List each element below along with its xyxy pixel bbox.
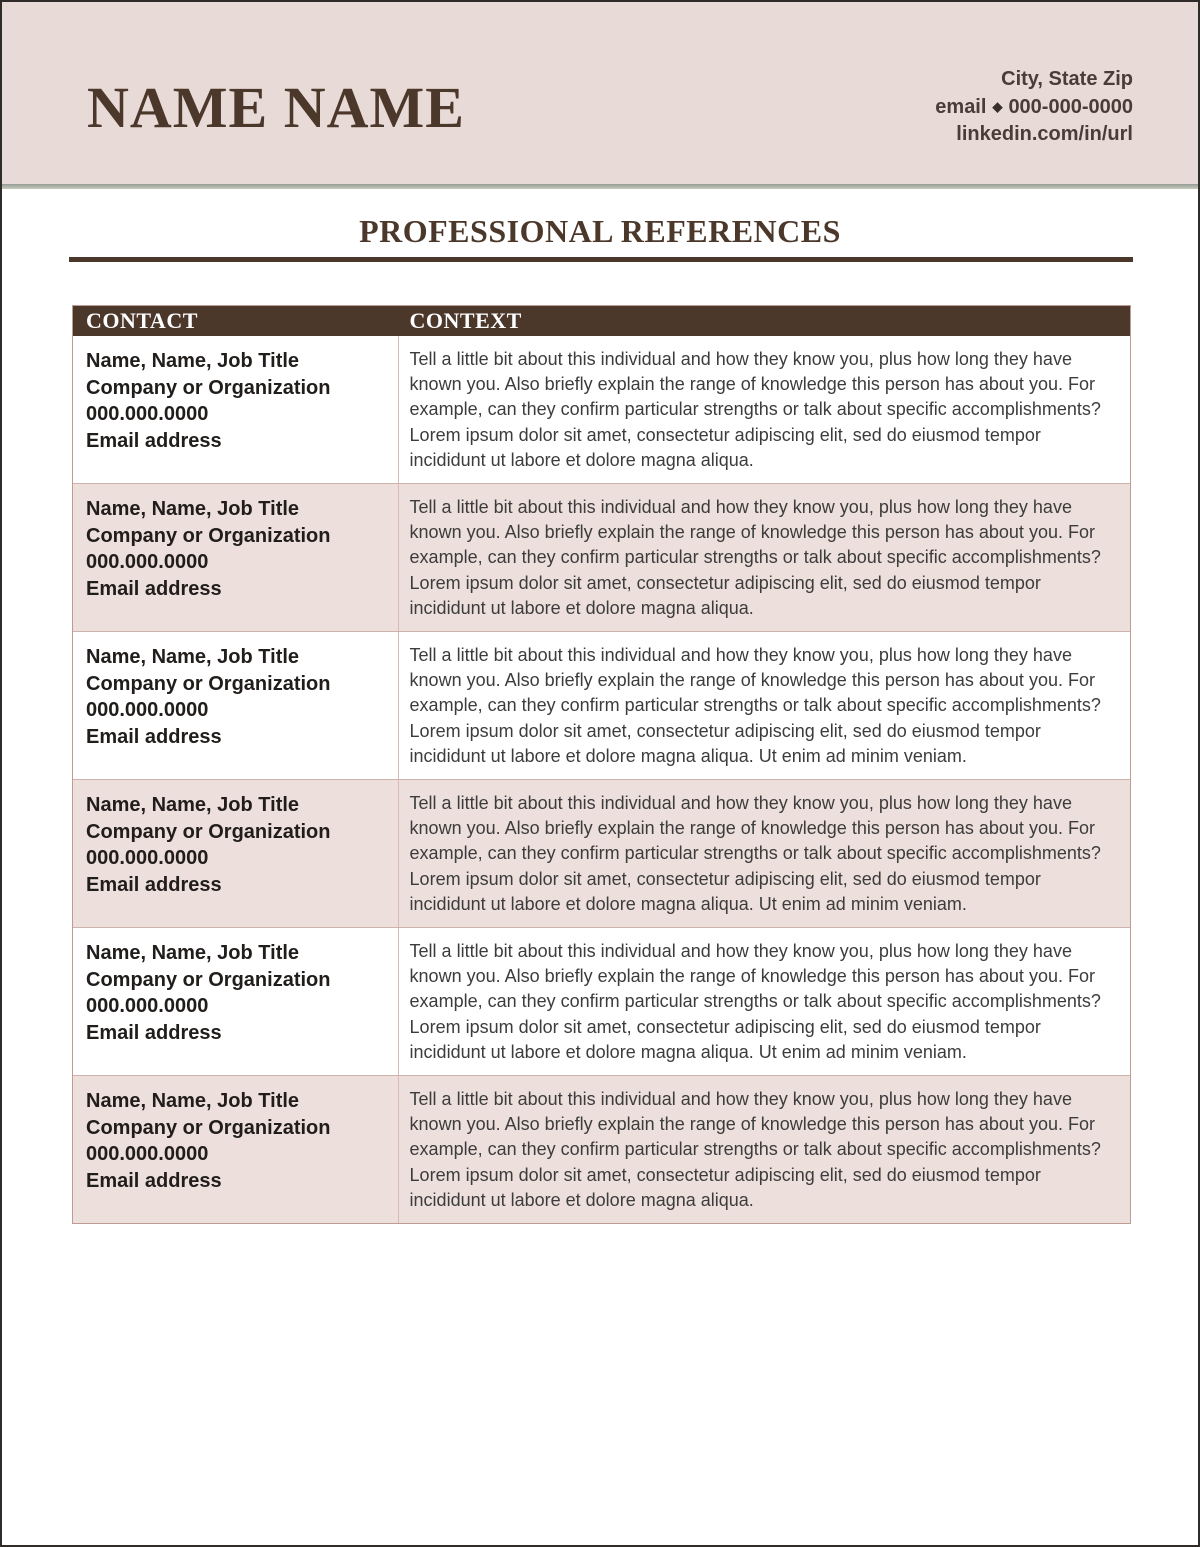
diamond-icon: ◆ — [992, 99, 1003, 114]
contact-name-line: Name, Name, Job Title — [86, 794, 300, 817]
header-cell-context: CONTEXT — [409, 308, 522, 333]
contact-phone-line: 000.000.0000 — [86, 847, 209, 870]
contact-email-phone — [935, 93, 1133, 121]
context-text: Tell a little bit about this individual and how they know you, plus how long they have known you. Also briefly explain the range of knowledge this person has about you. For example, can they confirm particular strengths or talk about specific accomplishments? Lorem ipsum dolor sit amet, consectetur adipiscing elit, sed do eiusmod tempor incididunt ut labore et dolore magna aliqua. Ut enim ad minim veniam. — [409, 941, 1101, 1062]
contact-info — [935, 66, 1133, 148]
contact-phone-line: 000.000.0000 — [86, 699, 209, 722]
contact-company-line: Company or Organization — [86, 524, 331, 547]
contact-email-line: Email address — [86, 429, 222, 452]
contact-company-line: Company or Organization — [86, 672, 331, 695]
contact-cell — [73, 780, 399, 927]
contact-email-line: Email address — [86, 725, 222, 748]
contact-cell — [73, 632, 399, 779]
contact-cell — [73, 336, 399, 483]
contact-company-line: Company or Organization — [86, 1116, 331, 1139]
contact-email-line: Email address — [86, 873, 222, 896]
table-header-row — [73, 306, 1130, 336]
reference-row — [73, 1075, 1130, 1223]
context-text: Tell a little bit about this individual and how they know you, plus how long they have known you. Also briefly explain the range of knowledge this person has about you. For example, can they confirm particular strengths or talk about specific accomplishments? Lorem ipsum dolor sit amet, consectetur adipiscing elit, sed do eiusmod tempor incididunt ut labore et dolore magna aliqua. — [409, 1089, 1101, 1210]
contact-cell — [73, 928, 399, 1075]
contact-phone-line: 000.000.0000 — [86, 1143, 209, 1166]
context-text: Tell a little bit about this individual and how they know you, plus how long they have known you. Also briefly explain the range of knowledge this person has about you. For example, can they confirm particular strengths or talk about specific accomplishments? Lorem ipsum dolor sit amet, consectetur adipiscing elit, sed do eiusmod tempor incididunt ut labore et dolore magna aliqua. — [409, 497, 1101, 618]
contact-linkedin: linkedin.com/in/url — [956, 123, 1133, 145]
contact-location: City, State Zip — [1001, 68, 1133, 90]
contact-cell — [73, 484, 399, 631]
header-band — [2, 2, 1198, 184]
contact-name-line: Name, Name, Job Title — [86, 1090, 300, 1113]
contact-email-line: Email address — [86, 577, 222, 600]
contact-email-line: Email address — [86, 1021, 222, 1044]
context-cell — [399, 780, 1130, 927]
person-name: NAME NAME — [87, 74, 465, 140]
context-text: Tell a little bit about this individual and how they know you, plus how long they have known you. Also briefly explain the range of knowledge this person has about you. For example, can they confirm particular strengths or talk about specific accomplishments? Lorem ipsum dolor sit amet, consectetur adipiscing elit, sed do eiusmod tempor incididunt ut labore et dolore magna aliqua. — [409, 349, 1101, 470]
references-table — [72, 305, 1131, 1224]
reference-row — [73, 927, 1130, 1075]
section-title: PROFESSIONAL REFERENCES — [359, 213, 841, 249]
context-cell — [399, 632, 1130, 779]
title-rule — [69, 257, 1133, 262]
context-cell — [399, 928, 1130, 1075]
contact-phone-line: 000.000.0000 — [86, 995, 209, 1018]
context-cell — [399, 1076, 1130, 1223]
context-text: Tell a little bit about this individual and how they know you, plus how long they have known you. Also briefly explain the range of knowledge this person has about you. For example, can they confirm particular strengths or talk about specific accomplishments? Lorem ipsum dolor sit amet, consectetur adipiscing elit, sed do eiusmod tempor incididunt ut labore et dolore magna aliqua. Ut enim ad minim veniam. — [409, 793, 1101, 914]
contact-phone-line: 000.000.0000 — [86, 551, 209, 574]
context-cell — [399, 484, 1130, 631]
reference-row — [73, 336, 1130, 483]
reference-row — [73, 483, 1130, 631]
contact-name-line: Name, Name, Job Title — [86, 942, 300, 965]
contact-email-line: Email address — [86, 1169, 222, 1192]
contact-company-line: Company or Organization — [86, 376, 331, 399]
contact-name-line: Name, Name, Job Title — [86, 646, 300, 669]
contact-company-line: Company or Organization — [86, 820, 331, 843]
header-band-shadow — [2, 184, 1198, 189]
reference-row — [73, 779, 1130, 927]
reference-row — [73, 631, 1130, 779]
contact-phone-line: 000.000.0000 — [86, 403, 209, 425]
contact-phone: 000-000-0000 — [1008, 96, 1133, 118]
header-cell-contact: CONTACT — [86, 308, 198, 333]
contact-email: email — [935, 96, 987, 118]
context-cell — [399, 336, 1130, 483]
contact-name-line: Name, Name, Job Title — [86, 498, 300, 521]
contact-cell — [73, 1076, 399, 1223]
contact-company-line: Company or Organization — [86, 968, 331, 991]
contact-name-line: Name, Name, Job Title — [86, 350, 300, 372]
context-text: Tell a little bit about this individual and how they know you, plus how long they have known you. Also briefly explain the range of knowledge this person has about you. For example, can they confirm particular strengths or talk about specific accomplishments? Lorem ipsum dolor sit amet, consectetur adipiscing elit, sed do eiusmod tempor incididunt ut labore et dolore magna aliqua. Ut enim ad minim veniam. — [409, 645, 1101, 766]
